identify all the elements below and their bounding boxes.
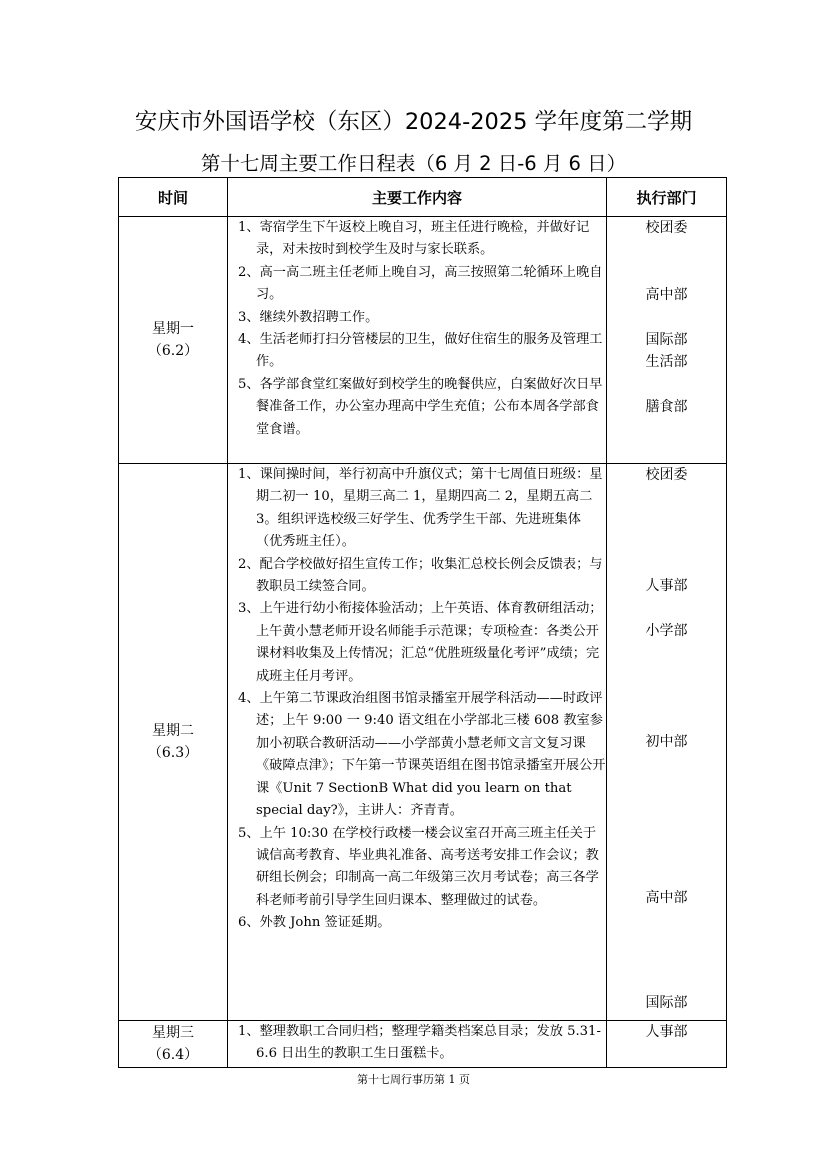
work-item: 5、上午 10:30 在学校行政楼一楼会议室召开高三班主任关于诚信高考教育、毕业典礼准备、高考送考安排工作会议；教研组长例会；印制高一高二年级第三次月考试卷；高三各学科老师考前引导学生回归课本、整理做过的试卷。 [238, 825, 599, 908]
day-date: （6.2） [147, 343, 199, 359]
work-content-cell [228, 464, 607, 1021]
work-content-cell [228, 1021, 607, 1068]
dept-cell [607, 217, 727, 464]
table-row [119, 1021, 727, 1068]
day-name: 星期一 [152, 321, 194, 337]
column-header-dept: 执行部门 [607, 178, 727, 217]
work-item: 4、上午第二节课政治组图书馆录播室开展学科活动——时政评述；上午 9:00 一 9:40 语文组在小学部北三楼 608 教室参加小初联合教研活动——小学部黄小慧老师文言文复习课《破障点津》；下午第一节课英语组在图书馆录播室开展公开课《Unit 7 SectionB What did you learn on that special day?》，主讲人：齐青青。 [238, 691, 606, 819]
table-row [119, 217, 727, 464]
day-name: 星期三 [152, 1025, 194, 1041]
table-header-row [119, 178, 727, 217]
dept-label: 膳食部 [645, 399, 688, 415]
day-cell [119, 464, 228, 1021]
work-item: 3、上午进行幼小衔接体验活动；上午英语、体育教研组活动；上午黄小慧老师开设名师能手示范课；专项检查：各类公开课材料收集及上传情况；汇总“优胜班级量化考评”成绩；完成班主任月考评。 [238, 601, 603, 684]
dept-label: 人事部 [645, 578, 688, 594]
work-item: 2、配合学校做好招生宣传工作；收集汇总校长例会反馈表；与教职员工续签合同。 [238, 556, 603, 595]
column-header-content: 主要工作内容 [228, 178, 607, 217]
work-item: 6、外教 John 签证延期。 [238, 915, 391, 931]
dept-cell [607, 464, 727, 1021]
work-item: 1、整理教职工合同归档；整理学籍类档案总目录；发放 5.31-6.6 日出生的教职工生日蛋糕卡。 [238, 1024, 601, 1062]
document-subtitle: 第十七周主要工作日程表（6 月 2 日-6 月 6 日） [200, 152, 627, 175]
dept-label: 小学部 [645, 623, 688, 639]
work-item: 1、课间操时间，举行初高中升旗仪式；第十七周值日班级：星期二初一 10，星期三高二 1，星期四高二 2，星期五高二 3。组织评选校级三好学生、优秀学生干部、先进班集体（优秀班主任）。 [238, 467, 603, 550]
dept-label: 高中部 [645, 890, 688, 906]
day-cell [119, 217, 228, 464]
dept-cell [607, 1021, 727, 1068]
dept-label: 国际部 [645, 995, 688, 1011]
dept-label: 校团委 [645, 467, 688, 483]
dept-label: 高中部 [645, 287, 688, 303]
day-cell [119, 1021, 228, 1068]
work-item: 2、高一高二班主任老师上晚自习，高三按照第二轮循环上晚自习。 [238, 264, 603, 303]
work-item: 3、继续外教招聘工作。 [238, 309, 379, 325]
document-title: 安庆市外国语学校（东区）2024-2025 学年度第二学期 [134, 109, 693, 135]
work-item: 4、生活老师打扫分管楼层的卫生，做好住宿生的服务及管理工作。 [238, 332, 603, 370]
dept-label: 初中部 [645, 734, 688, 750]
schedule-table [118, 177, 727, 1068]
column-header-time: 时间 [119, 178, 228, 217]
day-date: （6.3） [147, 745, 199, 761]
table-row [119, 464, 727, 1021]
page-footer: 第十七周行事历第 1 页 [357, 1073, 470, 1086]
dept-label: 生活部 [645, 354, 688, 370]
day-date: （6.4） [147, 1047, 199, 1063]
dept-label: 人事部 [645, 1024, 688, 1040]
dept-label: 校团委 [645, 220, 688, 236]
work-item: 5、各学部食堂红案做好到校学生的晚餐供应，白案做好次日早餐准备工作，办公室办理高中学生充值；公布本周各学部食堂食谱。 [238, 376, 603, 437]
work-item: 1、寄宿学生下午返校上晚自习，班主任进行晚检，并做好记录，对未按时到校学生及时与家长联系。 [238, 220, 590, 258]
work-content-cell [228, 217, 607, 464]
dept-label: 国际部 [645, 332, 688, 348]
day-name: 星期二 [152, 723, 194, 739]
